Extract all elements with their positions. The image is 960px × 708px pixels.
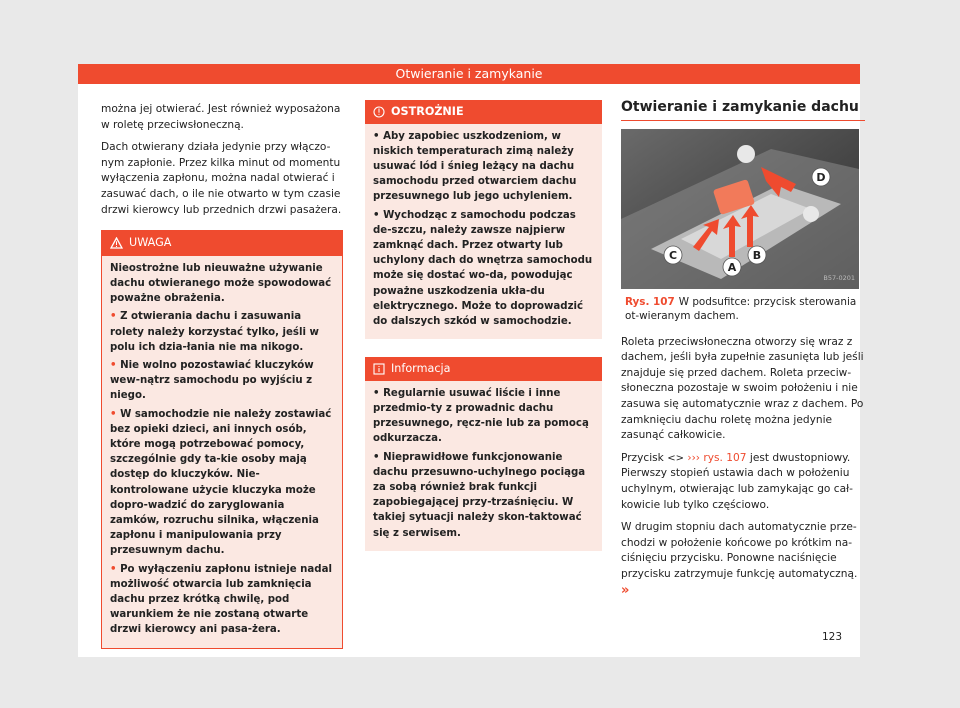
bullet-dot-icon: • — [110, 408, 121, 420]
figure-label-b: B — [752, 248, 762, 262]
warning-body — [102, 256, 342, 648]
warning-title: UWAGA — [129, 236, 172, 250]
warning-triangle-icon — [110, 237, 123, 249]
warning-box — [101, 230, 343, 648]
bullet-dot-icon: • — [373, 451, 384, 463]
warning-bullet: • Po wyłączeniu zapłonu istnieje nadal możliwość otwarcia lub zamknięcia dachu przez krótką chwilę, pod warunkiem że nie zostaną otwarte drzwi kierowcy ani pasa-żera. — [110, 563, 332, 636]
caution-title: OSTROŻNIE — [391, 105, 464, 118]
info-body — [365, 381, 602, 551]
caution-bullet: • Wychodząc z samochodu podczas de-szczu, należy zawsze najpierw zamknąć dach. Przez otwarty lub uchylony dach do wnętrza samochodu może się dostać wo-da, powodując poważne uszkodzenia ukła-du elektrycznego. Może to doprowadzić do dalszych szkód w samochodzie. — [373, 209, 593, 328]
info-bullet: • Regularnie usuwać liście i inne przedmio-ty z prowadnic dachu przesuwnego, ręcz-nie lub za pomocą odkurzacza. — [373, 387, 589, 445]
figure-reference-link[interactable]: ››› rys. 107 — [687, 451, 747, 464]
warning-bullet: • Nie wolno pozostawiać kluczyków wew-nątrz samochodu po wyjściu z niego. — [110, 359, 314, 402]
column-1 — [101, 102, 343, 649]
bullet-dot-icon: • — [110, 311, 121, 323]
figure-caption: Rys. 107 W podsufitce: przycisk sterowania ot-wieranym dachem. — [625, 295, 857, 322]
warning-bullet: • Z otwierania dachu i zasuwania rolety należy korzystać tylko, jeśli w polu ich dzia-łania nie ma nikogo. — [110, 311, 319, 353]
page-number: 123 — [821, 631, 842, 643]
paragraph: Przycisk <> ››› rys. 107 jest dwustopniowy. Pierwszy stopień ustawia dach w położeniu uchylnym, otwierając lub zamykając go cał-kowicie lub tylko częściowo. — [621, 451, 853, 511]
paragraph: Dach otwierany działa jedynie przy włączo-nym zapłonie. Przez kilka minut od momentu wyłączenia zapłonu, można nadal otwierać i zasuwać dach, o ile nie otwarto w tym czasie drzwi kierowcy lub przednich drzwi pasażera. — [101, 141, 342, 216]
caution-bullet: • Aby zapobiec uszkodzeniom, w niskich temperaturach zimą należy usuwać lód i śnieg leżący na dachu samochodu przed otwarciem dachu przesuwnego lub jego uchyleniem. — [373, 130, 577, 203]
bullet-dot-icon: • — [373, 387, 384, 399]
warning-bullet: • W samochodzie nie należy zostawiać bez opieki dzieci, ani innych osób, które mogą potrzebować pomocy, szczególnie gdy ta-kie osoby mają dostęp do kluczyków. Nie-kontrolowane użycie kluczyka może dopro-wadzić do zaryglowania zamków, rozruchu silnika, włączenia zapłonu i manipulowania przy przesuwnym dachu. — [110, 408, 332, 557]
info-box — [365, 357, 602, 551]
manual-page — [78, 64, 864, 657]
paragraph: W drugim stopniu dach automatycznie prze-chodzi w położenie końcowe po krótkim na-ciśnięciu przycisku. Ponowne naciśnięcie przycisku zatrzymuje funkcję automatyczną. » — [621, 521, 858, 598]
figure-code: B57-0201 — [823, 274, 855, 282]
paragraph: Roleta przeciwsłoneczna otworzy się wraz z dachem, jeśli była zupełnie zasunięta lub jeśli znajduje się przed dachem. Roleta przeciw-słoneczna pozostaje w swoim położeniu i nie zasuwa się automatycznie wraz z dachem. Po zamknięciu dachu roletę można jedynie zasunąć całkowicie. — [621, 335, 864, 442]
info-bullet: • Nieprawidłowe funkcjonowanie dachu przesuwno-uchylnego pociąga za sobą również brak funkcji zapobiegającej przy-trzaśnięciu. W takiej sytuacji należy skon-taktować się z serwisem. — [373, 451, 586, 539]
caution-header — [365, 100, 602, 124]
page-header: Otwieranie i zamykanie — [78, 64, 860, 84]
warning-intro: Nieostrożne lub nieuważne używanie dachu otwieranego może spowodować poważne obrażenia. — [110, 262, 332, 305]
bullet-dot-icon: • — [110, 563, 121, 575]
figure-label-a: A — [727, 260, 737, 274]
info-header — [365, 357, 602, 381]
caution-box — [365, 100, 602, 339]
info-square-icon — [373, 363, 385, 375]
figure-label-d: D — [816, 170, 826, 184]
bullet-dot-icon: • — [373, 209, 384, 221]
figure-label-c: C — [668, 248, 678, 262]
column-2 — [365, 100, 602, 551]
warning-header — [102, 231, 342, 256]
section-title: Otwieranie i zamykanie dachu — [621, 98, 865, 121]
column-3 — [621, 99, 865, 606]
roof-panel-illustration — [621, 129, 859, 289]
roof-button-icon: <> — [667, 452, 684, 464]
bullet-dot-icon: • — [373, 130, 384, 142]
info-title: Informacja — [391, 362, 451, 376]
continue-marker-icon: » — [621, 582, 630, 598]
figure-number: Rys. 107 — [625, 295, 675, 308]
bullet-dot-icon: • — [110, 359, 121, 371]
caution-body — [365, 124, 602, 340]
info-circle-icon — [373, 106, 385, 118]
roof-control-figure — [621, 129, 859, 289]
paragraph: można jej otwierać. Jest również wyposażona w roletę przeciwsłoneczną. — [101, 103, 341, 131]
